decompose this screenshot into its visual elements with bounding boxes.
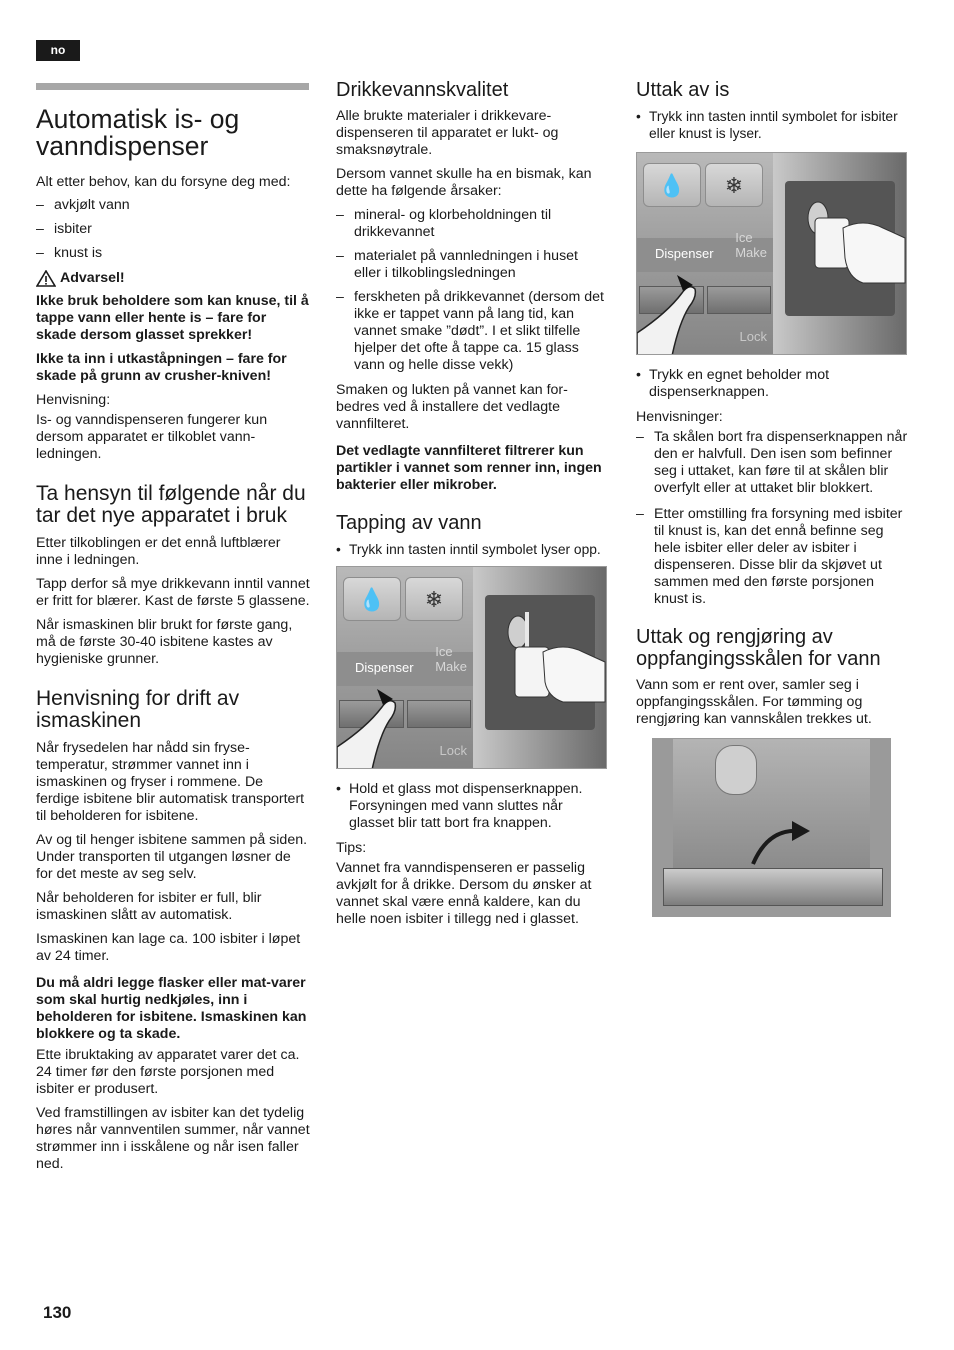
button-label-band [637,230,773,272]
section-heading: Henvisning for drift av ismaskinen [36,687,240,732]
notes-label: Henvisninger: [636,409,723,425]
list-item: – mineral- og klorbeholdningen til drikkevannet [336,207,608,241]
lock-label: Lock [439,743,467,758]
ice-dispenser-illustration [636,152,907,355]
column-2 [336,79,608,935]
paragraph: Når frysedelen har nådd sin fryse-temperatur, strømmer vannet inn i ismaskinen og fryser i rommene. De ferdige isbitene blir automatisk transportert til beholderen for isbitene. [36,740,305,824]
list-item: – knust is [36,245,310,262]
button-label-band [337,644,473,686]
section-heading: Uttak og rengjøring av oppfangingsskålen for vann [636,626,881,670]
list-item: – Ta skålen bort fra dispenserknappen når den er halvfull. Den isen som befinner seg i uttaket, kan føre til at skålen blir overfylt eller at uttaket blir blokkert. [636,429,908,497]
intro-text: Alt etter behov, kan du forsyne deg med: [36,174,291,190]
warning-text: Ikke bruk beholdere som kan knuse, til å tappe vann eller hente is – fare for skade dersom glasset sprekker! [36,293,309,343]
paragraph-bold: Det vedlagte vannfilteret filtrerer kun partikler i vannet som renner inn, ingen bakterier eller mikrober. [336,443,602,493]
page-number: 130 [43,1303,72,1322]
list-item: • Trykk inn tasten inntil symbolet for isbiter eller knust is lyser. [636,108,908,142]
note-label: Henvisning: [36,392,111,408]
paragraph: Tapp derfor så mye drikkevann inntil vannet er fritt for blærer. Kast de første 5 glassene. [36,576,310,609]
paragraph: Vann som er rent over, samler seg i oppfangingsskålen. For tømming og rengjøring kan vannskålen trekkes ut. [636,677,872,727]
column-3 [636,79,908,917]
lock-label: Lock [739,329,767,344]
paragraph-bold: Du må aldri legge flasker eller mat-varer som skal hurtig nedkjøles, inn i beholderen for isbitene. Ismaskinen kan blokkere og ta skade. [36,975,307,1042]
icon-strip [643,163,763,207]
dispenser-niche [773,153,906,354]
section-heading: Ta hensyn til følgende når du tar det nye apparatet i bruk [36,482,306,527]
section-rule [36,83,309,90]
list-item: – avkjølt vann [36,197,310,214]
step-list [336,541,608,558]
paragraph: Ismaskinen kan lage ca. 100 isbiter i løpet av 24 timer. [36,931,301,964]
list-item: – Etter omstilling fra forsyning med isbiter til knust is, kan det ennå befinne seg hele isbiter eller deler av isbiter i dispenseren. Disse blir da skjøvet ut sammen med den første porsjonen knust is. [636,506,908,608]
language-tag: no [36,40,80,61]
paragraph: Dersom vannet skulle ha en bismak, kan dette ha følgende årsaker: [336,166,592,199]
water-drop-icon: 💧 [343,577,401,621]
water-drop-icon: 💧 [643,163,701,207]
control-panel [637,153,773,354]
tips-label: Tips: [336,840,367,856]
paragraph: Smaken og lukten på vannet kan for-bedres ved å installere det vedlagte vannfilteret. [336,382,568,432]
drip-tray [663,868,883,906]
step-list [336,781,608,832]
warning-label: Advarsel! [60,270,125,286]
glass-and-hand-icon [493,602,607,722]
drip-tray-illustration [652,738,891,917]
dispenser-label: Dispenser [355,660,414,675]
list-item: – ferskheten på drikkevannet (dersom det ikke er tappet vann på lang tid, kan vannet smake ”dødt”. I et slikt tilfelle hjelper det ofte å tappe ca. 15 glass vann og helle disse vekk) [336,289,608,374]
dispenser-label: Dispenser [655,246,714,261]
section-heading: Uttak av is [636,79,730,101]
cup-and-hand-icon [793,188,907,308]
paragraph: Av og til henger isbitene sammen på siden. Under transporten til utgangen løsner de for det meste av seg selv. [36,832,308,882]
warning-icon [36,270,56,287]
crushed-ice-icon: ❄ [405,577,463,621]
list-item: – isbiter [36,221,310,238]
crushed-ice-icon: ❄ [705,163,763,207]
paragraph: Ette ibruktaking av apparatet varer det ca. 24 timer før den første porsjonen med isbiter er produsert. [36,1047,300,1097]
list-item: • Trykk en egnet beholder mot dispenserknappen. [636,367,908,401]
list-item: • Hold et glass mot dispenserknappen. Forsyningen med vann sluttes når glasset blir tatt bort fra knappen. [336,781,608,832]
dispenser-niche [473,567,606,768]
warning-text: Ikke ta inn i utkaståpningen – fare for skade på grunn av crusher-kniven! [36,351,287,384]
tips-text: Vannet fra vanndispenseren er passelig avkjølt for å drikke. Dersom du ønsker at vannet skal være ennå kaldere, kan du helle noen isbiter i tillegg ned i glasset. [336,860,592,927]
dispenser-paddle [715,745,757,795]
section-heading: Tapping av vann [336,512,482,534]
cause-list [336,207,608,374]
paragraph: Etter tilkoblingen er det ennå luftblærer inne i ledningen. [36,535,281,568]
paragraph: Alle brukte materialer i drikkevare-dispenseren til apparatet er lukt- og smaksnøytrale. [336,108,559,158]
finger-icon [337,687,427,769]
notes-list [636,429,908,608]
warning-heading [36,270,310,287]
paragraph: Når beholderen for isbiter er full, blir ismaskinen slått av automatisk. [36,890,262,923]
pull-arrow-icon [748,819,818,869]
column-1 [36,106,310,1180]
page-title: Automatisk is- og vanndispenser [36,104,240,161]
water-dispenser-illustration [336,566,607,769]
intro-list [36,197,310,262]
icon-strip [343,577,463,621]
paragraph: Når ismaskinen blir brukt for første gang, må de første 30-40 isbitene kastes av hygieniske grunner. [36,617,293,667]
ice-maker-label: Ice Make [735,230,767,260]
note-text: Is- og vanndispenseren fungerer kun dersom apparatet er tilkoblet vann-ledningen. [36,412,268,462]
finger-icon [637,273,727,355]
step-list [636,108,908,142]
section-heading: Drikkevannskvalitet [336,79,509,101]
control-panel [337,567,473,768]
ice-maker-label: Ice Make [435,644,467,674]
paragraph: Ved framstillingen av isbiter kan det tydelig høres når vannventilen summer, når vannet strømmer inn i isskålene og når isen faller ned. [36,1105,310,1172]
step-list [636,367,908,401]
list-item: – materialet på vannledningen i huset eller i tilkoblingsledningen [336,248,608,282]
list-item: • Trykk inn tasten inntil symbolet lyser opp. [336,541,608,558]
